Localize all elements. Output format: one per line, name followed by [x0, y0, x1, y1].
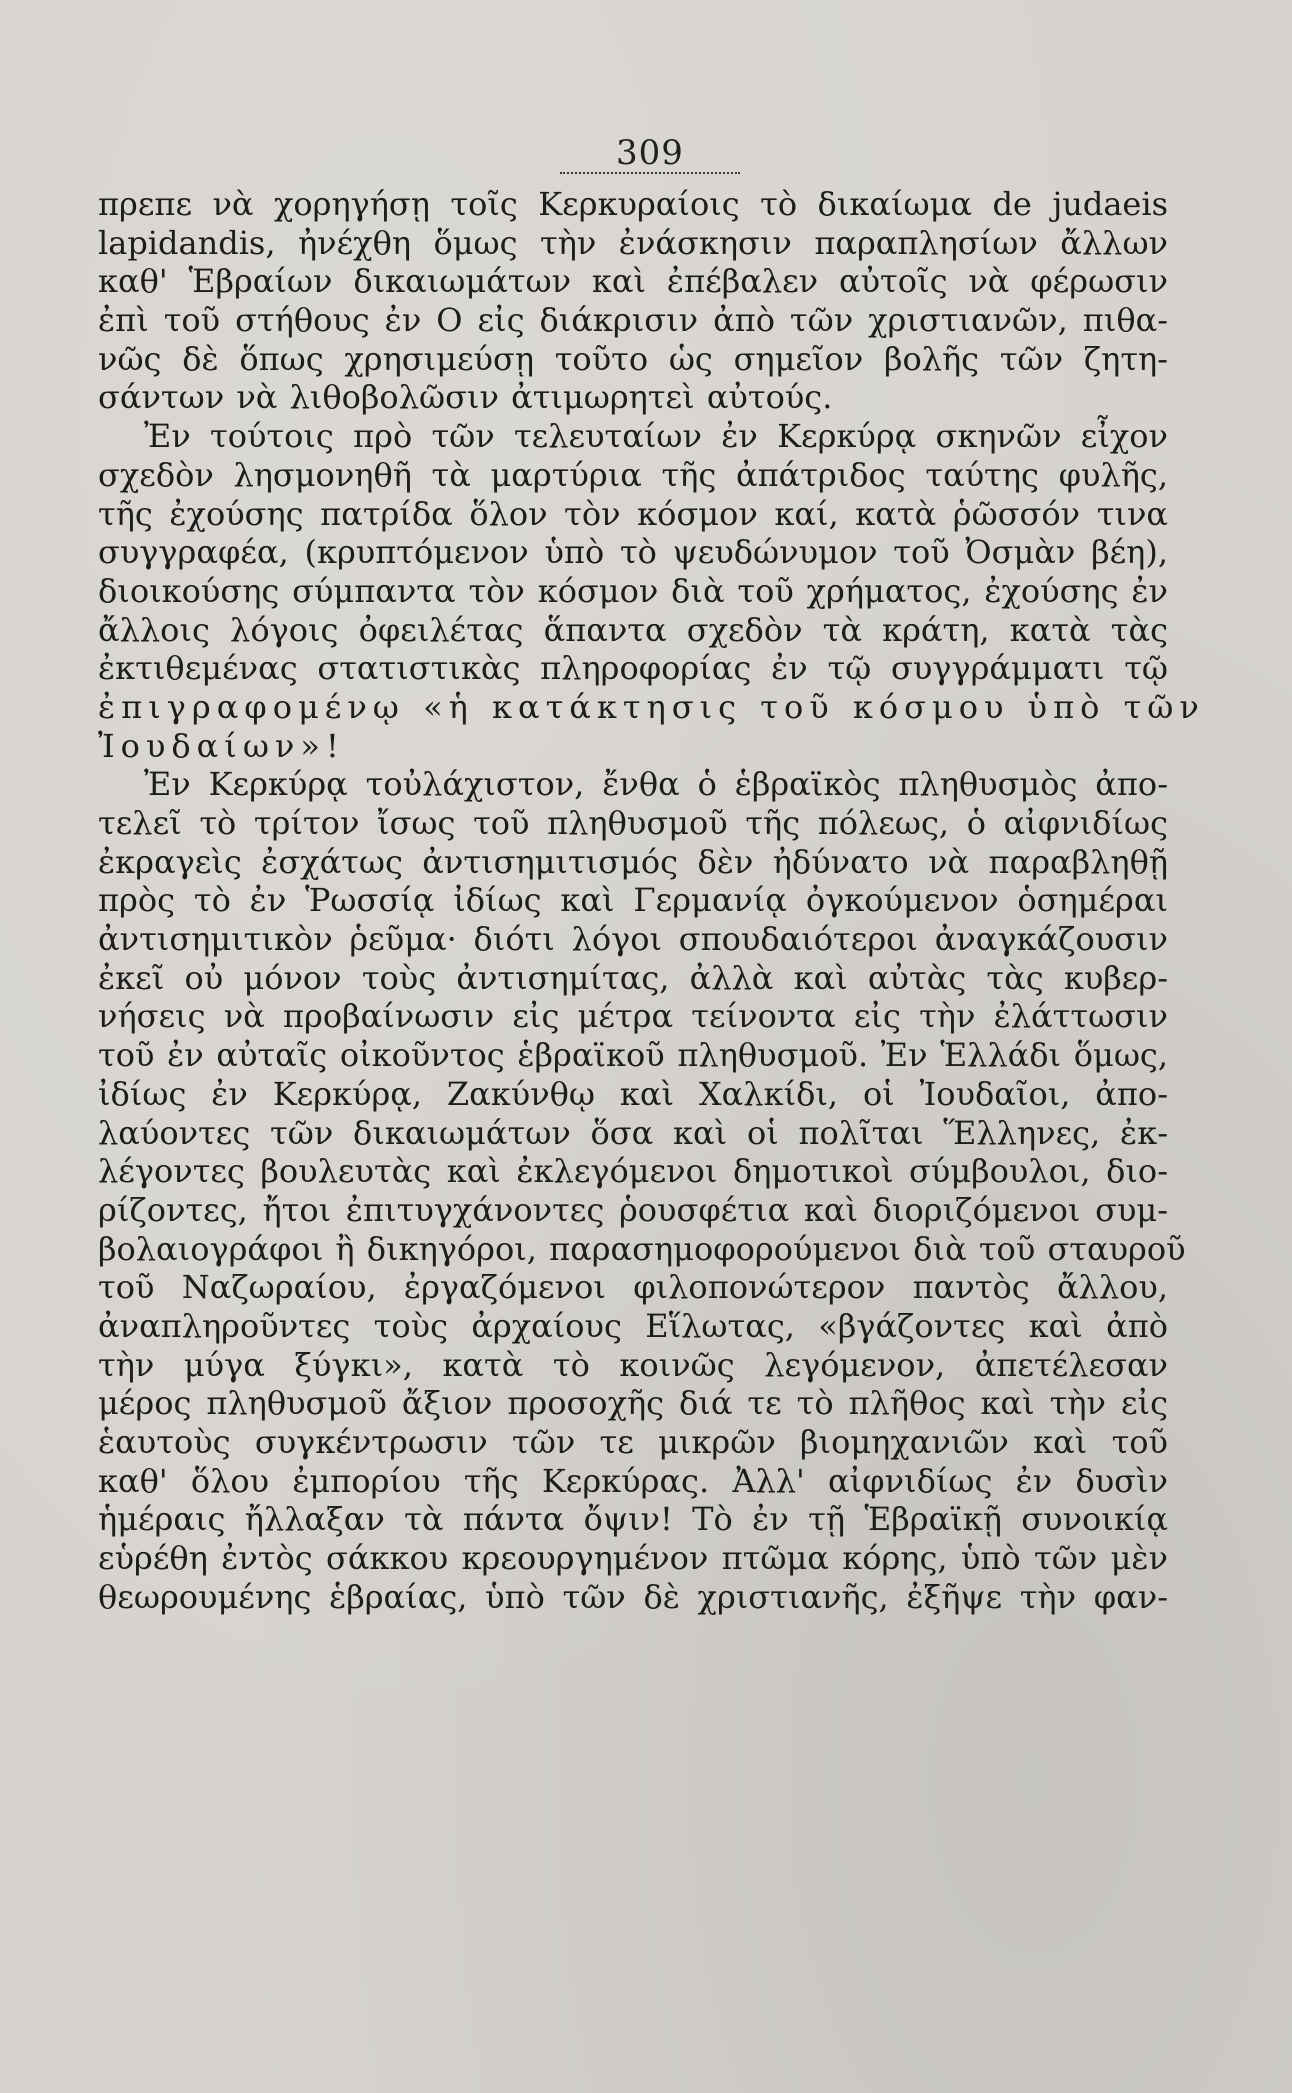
text-line: ἀντισημιτικὸν ῥεῦμα· διότι λόγοι σπουδαιότεροι ἀναγκάζουσιν — [98, 920, 1168, 959]
text-line: τὴν μύγα ξύγκι», κατὰ τὸ κοινῶς λεγόμενον, ἀπετέλεσαν — [98, 1345, 1168, 1384]
page-number-underline — [560, 172, 740, 174]
paragraph-start-line: Ἐν Κερκύρᾳ τοὐλάχιστον, ἔνθα ὁ ἑβραϊκὸς πληθυσμὸς ἀπο- — [144, 765, 1168, 804]
text-line: ἄλλοις λόγοις ὀφειλέτας ἅπαντα σχεδὸν τὰ κράτη, κατὰ τὰς — [98, 610, 1168, 649]
spaced-title-line: ἐπιγραφομένῳ «ἡ κατάκτησις τοῦ κόσμου ὑπὸ τῶν — [98, 687, 1205, 726]
text-line: συγγραφέα, (κρυπτόμενον ὑπὸ τὸ ψευδώνυμον τοῦ Ὀσμὰν βέη), — [98, 533, 1168, 572]
text-line: λέγοντες βουλευτὰς καὶ ἐκλεγόμενοι δημοτικοὶ σύμβουλοι, διο- — [98, 1152, 1168, 1191]
text-line: θεωρουμένης ἑβραίας, ὑπὸ τῶν δὲ χριστιανῆς, ἐξῆψε τὴν φαν- — [98, 1577, 1168, 1616]
text-line: καθ' ὅλου ἐμπορίου τῆς Κερκύρας. Ἀλλ' αἰφνιδίως ἐν δυσὶν — [98, 1461, 1168, 1500]
text-line: ἡμέραις ἤλλαξαν τὰ πάντα ὄψιν! Τὸ ἐν τῇ Ἑβραϊκῇ συνοικίᾳ — [98, 1500, 1168, 1539]
text-line: ἐκραγεὶς ἐσχάτως ἀντισημιτισμός δὲν ἠδύνατο νὰ παραβληθῇ — [98, 842, 1168, 881]
text-line: ρίζοντες, ἤτοι ἐπιτυγχάνοντες ῥουσφέτια καὶ διοριζόμενοι συμ- — [98, 1190, 1168, 1229]
text-line: ἀναπληροῦντες τοὺς ἀρχαίους Εἵλωτας, «βγάζοντες καὶ ἀπὸ — [98, 1306, 1168, 1345]
text-line: τοῦ ἐν αὐταῖς οἰκοῦντος ἑβραϊκοῦ πληθυσμοῦ. Ἐν Ἑλλάδι ὅμως, — [98, 1036, 1168, 1075]
text-line: λαύοντες τῶν δικαιωμάτων ὅσα καὶ οἱ πολῖται Ἕλληνες, ἐκ- — [98, 1113, 1168, 1152]
text-line: ἑαυτοὺς συγκέντρωσιν τῶν τε μικρῶν βιομηχανιῶν καὶ τοῦ — [98, 1423, 1168, 1461]
text-line: διοικούσης σύμπαντα τὸν κόσμον διὰ τοῦ χρήματος, ἐχούσης ἐν — [98, 571, 1168, 610]
text-line: πρεπε νὰ χορηγήσῃ τοῖς Κερκυραίοις τὸ δικαίωμα de judaeis — [98, 185, 1168, 223]
body-text — [98, 185, 1205, 1616]
text-line: ἐκεῖ οὐ μόνον τοὺς ἀντισημίτας, ἀλλὰ καὶ αὐτὰς τὰς κυβερ- — [98, 958, 1168, 997]
text-line: ἰδίως ἐν Κερκύρᾳ, Ζακύνθῳ καὶ Χαλκίδι, οἱ Ἰουδαῖοι, ἀπο- — [98, 1074, 1168, 1113]
paragraph-start-line: Ἐν τούτοις πρὸ τῶν τελευταίων ἐν Κερκύρᾳ σκηνῶν εἶχον — [144, 417, 1168, 456]
text-line: τοῦ Ναζωραίου, ἐργαζόμενοι φιλοπονώτερον παντὸς ἄλλου, — [98, 1268, 1168, 1307]
text-line: σάντων νὰ λιθοβολῶσιν ἀτιμωρητεὶ αὐτούς. — [98, 378, 833, 417]
text-line: ἐκτιθεμένας στατιστικὰς πληροφορίας ἐν τῷ συγγράμματι τῷ — [98, 649, 1168, 688]
text-line: πρὸς τὸ ἐν Ῥωσσίᾳ ἰδίως καὶ Γερμανίᾳ ὀγκούμενον ὁσημέραι — [98, 881, 1168, 920]
page-number: 309 — [616, 133, 684, 173]
text-line: ἐπὶ τοῦ στήθους ἐν Ο εἰς διάκρισιν ἀπὸ τῶν χριστιανῶν, πιθα- — [98, 301, 1168, 340]
text-line: τελεῖ τὸ τρίτον ἴσως τοῦ πληθυσμοῦ τῆς πόλεως, ὁ αἰφνιδίως — [98, 804, 1168, 842]
text-line: νήσεις νὰ προβαίνωσιν εἰς μέτρα τείνοντα εἰς τὴν ἐλάττωσιν — [98, 997, 1168, 1036]
text-line: βολαιογράφοι ἢ δικηγόροι, παρασημοφορούμενοι διὰ τοῦ σταυροῦ — [98, 1229, 1186, 1268]
text-line: σχεδὸν λησμονηθῆ τὰ μαρτύρια τῆς ἀπάτριδος ταύτης φυλῆς, — [98, 455, 1168, 494]
text-line: τῆς ἐχούσης πατρίδα ὅλον τὸν κόσμον καί, κατὰ ῥῶσσόν τινα — [98, 494, 1168, 533]
text-line: εὑρέθη ἐντὸς σάκκου κρεουργημένον πτῶμα κόρης, ὑπὸ τῶν μὲν — [98, 1539, 1168, 1578]
text-line: μέρος πληθυσμοῦ ἄξιον προσοχῆς διά τε τὸ πλῆθος καὶ τὴν εἰς — [98, 1384, 1168, 1423]
spaced-title-line-end: Ἰουδαίων»! — [98, 726, 345, 765]
text-line: καθ' Ἑβραίων δικαιωμάτων καὶ ἐπέβαλεν αὐτοῖς νὰ φέρωσιν — [98, 262, 1168, 301]
text-line: lapidandis, ἠνέχθη ὅμως τὴν ἐνάσκησιν παραπλησίων ἄλλων — [98, 223, 1168, 262]
text-line: νῶς δὲ ὅπως χρησιμεύσῃ τοῦτο ὡς σημεῖον βολῆς τῶν ζητη- — [98, 339, 1168, 378]
